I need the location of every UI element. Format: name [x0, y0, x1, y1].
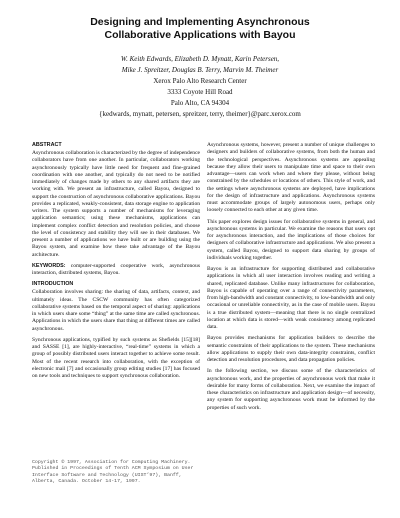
keywords-text: computer-supported cooperative work, asynchronous interaction, distributed systems, Bayou. — [32, 262, 200, 276]
title-line-1: Designing and Implementing Asynchronous — [90, 16, 310, 28]
affiliation: Xerox Palo Alto Research Center — [153, 77, 247, 85]
right-paragraph-1: Asynchronous systems, however, present a number of unique challenges to designers and builders of collaborative systems, from both the human and the technological perspectives. Asynchronous systems are appealing because they allow their users to manipulate time and space to their own advantage—users can work when and where they please, without being constrained by the schedules or locations of others. This style of work, and the settings where asynchronous systems are deployed, have implications for the design of infrastructure and applications. Asynchronous systems must accommodate groups of largely autonomous users, perhaps only loosely connected to each other at any given time. — [207, 142, 375, 214]
paper-title — [30, 16, 370, 42]
right-paragraph-5: In the following section, we discuss some of the characteristics of asynchronous work, and the properties of asynchronous work that make it desirable for many forms of collaboration. Next, we examine the impact of these characteristics on infrastructure and application design—of necessity, any system for supporting asynchronous work must be informed by the properties of such work. — [207, 368, 375, 411]
author-emails: {kedwards, mynatt, petersen, spreitzer, terry, theimer}@parc.xerox.com — [99, 110, 301, 118]
authors-line-1: W. Keith Edwards, Elizabeth D. Mynatt, Karin Petersen, — [120, 55, 280, 63]
abstract-text: Asynchronous collaboration is characterized by the degree of independence collaborators have from one another. In particular, collaborators working asynchronously typically have little need for frequent and fine-grained coordination with one another, and typically do not need to be notified immediately of changes made by others to any shared artifacts they are working with. We present an infrastructure, called Bayou, designed to support the construction of asynchronous collaborative applications. Bayou provides a replicated, weakly-consistent, data storage engine to application writers. The system supports a number of mechanisms for leveraging application semantics; using these mechanisms, applications can implement complex conflict detection and resolution policies, and choose the level of consistency and stability they will see in their databases. We present a number of applications we have built or are building using the Bayou system, and examine how these take advantage of the Bayou architecture. — [32, 150, 200, 258]
title-line-2: Collaborative Applications with Bayou — [104, 29, 296, 41]
intro-paragraph-1: Collaboration involves sharing: the sharing of data, artifacts, context, and ultimately ideas. The CSCW community has often categorized collaborative systems based on the temporal aspect of sharing: applications in which users share some “thing” at the same time are called synchronous. Applications in which the users share that thing at different times are called asynchronous. — [32, 289, 200, 332]
left-column — [32, 142, 200, 384]
introduction-heading: INTRODUCTION — [32, 281, 74, 288]
keywords — [32, 263, 200, 278]
intro-paragraph-2: Synchronous applications, typified by such systems as Shefields [15][18] and SASSE [1], are highly-interactive, “real-time” systems in which a group of possibly distributed users interact together to achieve some result. Most of the recent research into collaboration, with the exception of electronic mail [7] and occasionally group editing studies [17] has focused on new tools and techniques to support synchronous collaboration. — [32, 336, 200, 379]
address-line-1: 3333 Coyote Hill Road — [167, 88, 233, 96]
right-paragraph-4: Bayou provides mechanisms for application builders to describe the semantic constraints of their applications to the system. These mechanisms allow applications to supply their own data-integrity constraints, conflict detection and resolution procedures, and data propagation policies. — [207, 335, 375, 363]
right-column — [207, 142, 375, 416]
authors-line-2: Mike J. Spreitzer, Douglas B. Terry, Marvin M. Theimer — [121, 66, 279, 74]
author-block — [30, 54, 370, 120]
copyright-notice: Copyright © 1997, Association for Computing Machinery. Published in Proceedings of Tenth ACM Symposium on User Interface Software and Technology (UIST’97), Banff, Alberta, Canada. October 14-17, 1997. — [32, 460, 194, 485]
keywords-label: KEYWORDS: — [32, 262, 66, 269]
address-line-2: Palo Alto, CA 94304 — [170, 99, 230, 107]
right-paragraph-2: This paper explores design issues for collaborative systems in general, and asynchronous systems in particular. We examine the reasons that users opt for asynchronous interaction, and the implications of those choices for designers of collaborative infrastructure and applications. We also present a system, called Bayou, designed to support data sharing by groups of individuals working together. — [207, 218, 375, 261]
right-paragraph-3: Bayou is an infrastructure for supporting distributed and collaborative applications in which all user interaction involves reading and writing a shared, replicated database. Unlike many infrastructures for collaboration, Bayou is capable of operating over a range of connectivity parameters, from high-bandwidth and constant connectivity, to low-bandwidth and only occasional or unreliable connectivity, as in the case of mobile users. Bayou is a true distributed system—meaning that there is no single centralized location at which data is stored—with weak consistency among replicated data. — [207, 266, 375, 330]
abstract-heading: ABSTRACT — [32, 142, 62, 148]
